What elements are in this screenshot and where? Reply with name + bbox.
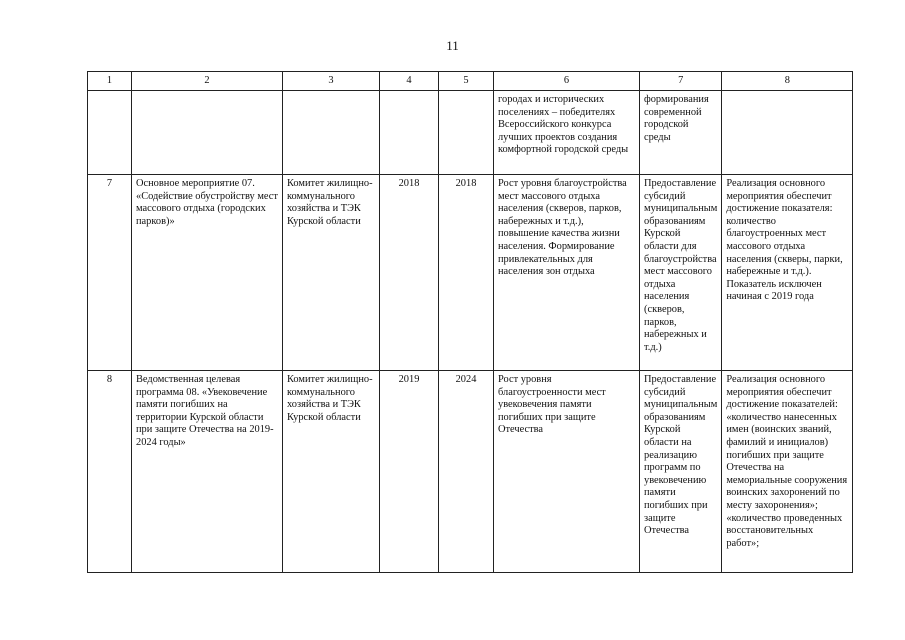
column-number-row [88,72,853,91]
column-number: 4 [380,72,439,91]
main-directions: Предоставление субсидий муниципальным образованиям Курской области на реализацию программ по увековечению памяти погибших при защите Отечества [640,371,722,573]
column-number: 5 [439,72,494,91]
start-year: 2018 [380,175,439,371]
executor: Комитет жилищно-коммунального хозяйства и ТЭК Курской области [283,371,380,573]
measure-name: Ведомственная целевая программа 08. «Увековечение памяти погибших на территории Курской области при защите Отечества на 2019-2024 годы» [132,371,283,573]
row-number: 8 [88,371,132,573]
indicator-link: Реализация основного мероприятия обеспечит достижение показателей: «количество нанесенных имен (воинских званий, фамилий и инициалов) погибших при защите Отечества на мемориальные сооружения воинских захоронений по месту захоронения»; «количество проведенных восстановительных работ»; [722,371,853,573]
main-directions: формирования современной городской среды [640,91,722,175]
row-number [88,91,132,175]
executor: Комитет жилищно-коммунального хозяйства и ТЭК Курской области [283,175,380,371]
measure-name [132,91,283,175]
measure-name: Основное мероприятие 07. «Содействие обустройству мест массового отдыха (городских парков)» [132,175,283,371]
column-number: 3 [283,72,380,91]
table-row [88,91,853,175]
table-row [88,371,853,573]
column-number: 1 [88,72,132,91]
expected-result: Рост уровня благоустройства мест массового отдыха населения (скверов, парков, набережных и т.д.), повышение качества жизни населения. Формирование привлекательных для населения зон отдыха [494,175,640,371]
end-year: 2018 [439,175,494,371]
start-year: 2019 [380,371,439,573]
start-year [380,91,439,175]
row-number: 7 [88,175,132,371]
indicator-link: Реализация основного мероприятия обеспечит достижение показателя: количество благоустроенных мест массового отдыха населения (скверы, парки, набережные и т.д.). Показатель исключен начиная с 2019 года [722,175,853,371]
indicator-link [722,91,853,175]
executor [283,91,380,175]
expected-result: городах и исторических поселениях – победителях Всероссийского конкурса лучших проектов создания комфортной городской среды [494,91,640,175]
program-table [87,71,853,573]
column-number: 6 [494,72,640,91]
column-number: 8 [722,72,853,91]
table-row [88,175,853,371]
end-year: 2024 [439,371,494,573]
expected-result: Рост уровня благоустроенности мест увековечения памяти погибших при защите Отечества [494,371,640,573]
main-directions: Предоставление субсидий муниципальным образованиям Курской области для благоустройства мест массового отдыха населения (скверов, парков, набережных и т.д.) [640,175,722,371]
page-number: 11 [446,38,459,53]
end-year [439,91,494,175]
column-number: 2 [132,72,283,91]
column-number: 7 [640,72,722,91]
